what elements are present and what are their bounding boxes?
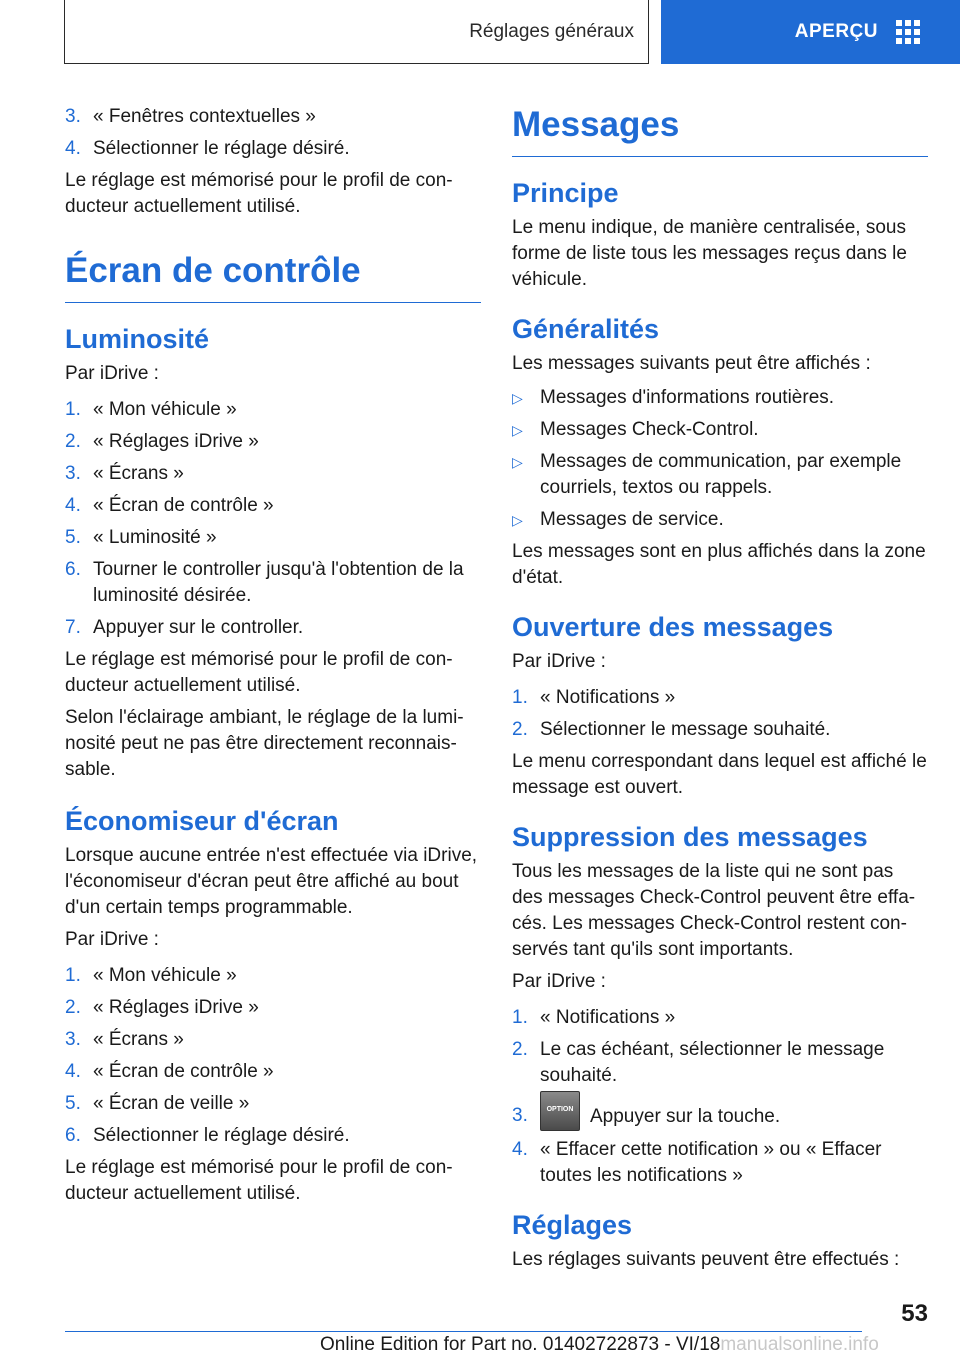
- heading-economiseur: Économiseur d'écran: [65, 806, 339, 836]
- del-text: Tous les messages de la liste qui ne sont pas des messages Check-Control peuvent être effa-cés. Les messages Check-Control restent con-servés tant qu'ils sont importants.: [512, 861, 916, 960]
- heading-messages: Messages: [512, 104, 928, 157]
- list-item: 6. Sélectionner le réglage désiré.: [65, 1125, 350, 1146]
- lum-note-1: Le réglage est mémorisé pour le profil de con-ducteur actuellement utilisé.: [65, 649, 453, 696]
- intro-note: Le réglage est mémorisé pour le profil de con-ducteur actuellement utilisé.: [65, 170, 453, 217]
- list-item: ▷ Messages d'informations routières.: [512, 385, 928, 411]
- list-item: 2. « Réglages iDrive »: [65, 997, 259, 1018]
- list-item: 4. « Effacer cette notification » ou « Effacer toutes les notifications »: [512, 1139, 882, 1186]
- edition-text: Online Edition for Part no. 01402722873 - VI/18: [320, 1334, 721, 1355]
- eco-note: Le réglage est mémorisé pour le profil de con-ducteur actuellement utilisé.: [65, 1157, 453, 1204]
- list-item: 2. « Réglages iDrive »: [65, 431, 259, 452]
- footer-edition: [320, 1334, 879, 1356]
- list-item: 2. Sélectionner le message souhaité.: [512, 719, 831, 740]
- luminosite-steps: [65, 397, 481, 641]
- grid-icon: [896, 20, 920, 44]
- list-item: 1. « Notifications »: [512, 687, 676, 708]
- page-number: 53: [901, 1300, 928, 1327]
- ouverture-steps: [512, 685, 928, 743]
- list-item: 1. « Notifications »: [512, 1007, 676, 1028]
- left-column: [65, 104, 481, 1213]
- list-item: 1. « Mon véhicule »: [65, 399, 237, 420]
- list-item: 1. « Mon véhicule »: [65, 965, 237, 986]
- eco-text: Lorsque aucune entrée n'est effectuée via iDrive, l'économiseur d'écran peut être affiché au bout d'un certain temps programmable.: [65, 845, 478, 918]
- heading-reglages: Réglages: [512, 1210, 633, 1240]
- section-title: Réglages généraux: [469, 20, 634, 42]
- heading-luminosite: Luminosité: [65, 324, 210, 354]
- principe-text: Le menu indique, de manière centralisée, sous forme de liste tous les messages reçus dans le véhicule.: [512, 217, 907, 290]
- open-intro: Par iDrive :: [512, 651, 606, 672]
- economiseur-steps: [65, 963, 481, 1149]
- heading-generalites: Généralités: [512, 314, 660, 344]
- open-note: Le menu correspondant dans lequel est affiché le message est ouvert.: [512, 751, 927, 798]
- list-item: 4. « Écran de contrôle »: [65, 1061, 274, 1082]
- triangle-bullet-icon: ▷: [512, 454, 523, 470]
- triangle-bullet-icon: ▷: [512, 512, 523, 528]
- footer-divider: [65, 1331, 862, 1332]
- list-item: 6. Tourner le controller jusqu'à l'obtention de la luminosité désirée.: [65, 559, 464, 606]
- list-item: ▷ Messages de communication, par exemple courriels, textos ou rappels.: [512, 449, 928, 501]
- generalites-list: [512, 385, 928, 533]
- reg-intro: Les réglages suivants peuvent être effectués :: [512, 1249, 900, 1270]
- list-item: ▷ Messages de service.: [512, 507, 928, 533]
- intro-list: [65, 104, 481, 162]
- triangle-bullet-icon: ▷: [512, 422, 523, 438]
- overview-label: APERÇU: [794, 21, 878, 42]
- heading-principe: Principe: [512, 178, 619, 208]
- list-item: 3. « Écrans »: [65, 463, 184, 484]
- list-item: 3. OPTION Appuyer sur la touche.: [512, 1103, 928, 1131]
- watermark-text: manualsonline.info: [720, 1334, 879, 1355]
- list-item: 2. Le cas échéant, sélectionner le message souhaité.: [512, 1039, 885, 1086]
- header-section-tab: [64, 0, 649, 64]
- triangle-bullet-icon: ▷: [512, 390, 523, 406]
- list-item: ▷ Messages Check-Control.: [512, 417, 928, 443]
- list-item: 7. Appuyer sur le controller.: [65, 617, 304, 638]
- list-item: 5. « Écran de veille »: [65, 1093, 250, 1114]
- suppression-steps: [512, 1005, 928, 1189]
- list-item: 3. « Fenêtres contextuelles »: [65, 106, 316, 127]
- list-item: 4. Sélectionner le réglage désiré.: [65, 138, 350, 159]
- heading-suppression: Suppression des messages: [512, 822, 868, 852]
- gen-note: Les messages sont en plus affichés dans la zone d'état.: [512, 541, 926, 588]
- list-item: 3. « Écrans »: [65, 1029, 184, 1050]
- right-column: [512, 104, 928, 1279]
- eco-intro: Par iDrive :: [65, 929, 159, 950]
- del-intro: Par iDrive :: [512, 971, 606, 992]
- heading-ecran-de-controle: Écran de contrôle: [65, 250, 481, 303]
- option-button-icon: OPTION: [540, 1091, 580, 1131]
- heading-ouverture: Ouverture des messages: [512, 612, 834, 642]
- lum-note-2: Selon l'éclairage ambiant, le réglage de la lumi-nosité peut ne pas être directement reconnais-sable.: [65, 707, 464, 780]
- lum-intro: Par iDrive :: [65, 363, 159, 384]
- gen-intro: Les messages suivants peut être affichés :: [512, 353, 871, 374]
- list-item: 5. « Luminosité »: [65, 527, 217, 548]
- overview-button[interactable]: [661, 0, 960, 64]
- list-item: 4. « Écran de contrôle »: [65, 495, 274, 516]
